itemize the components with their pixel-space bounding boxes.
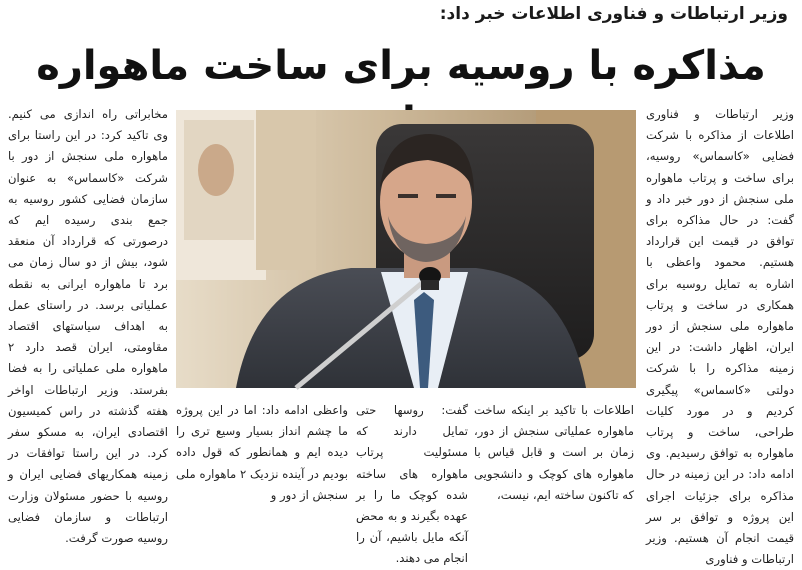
column-text: گفت: روسها حتی تمایل دارند که مسئولیت پرتاب ماهواره های ساخته شده کوچک ما را بر عهده بگیرند و به محض آنکه مایل باشیم، آن را انجام می دهند. <box>356 403 468 566</box>
article-column-left <box>8 104 168 546</box>
article-column-bottom-1 <box>474 400 634 504</box>
minister-portrait-photo <box>176 110 636 388</box>
column-text: واعظی ادامه داد: اما در این پروژه ما چشم انداز بسیار وسیع تری را دیده ایم و همانطور که قول داده بودیم در آینده نزدیک ۲ ماهواره ملی سنجش از دور و <box>176 403 348 502</box>
article-column-right <box>646 104 794 567</box>
article-headline: مذاکره با روسیه برای ساخت ماهواره <box>36 43 766 89</box>
article-photo <box>176 110 636 388</box>
column-text: وزیر ارتباطات و فناوری اطلاعات از مذاکره با شرکت فضایی «کاسماس» روسیه، برای ساخت و پرتاب ماهواره ملی سنجش از دور خبر داد و گفت: در حال مذاکره برای توافق در قیمت این قرارداد هستیم. محمود واعظی با اشاره به تمایل روسیه برای همکاری در ساخت و پرتاب ماهواره ملی سنجش از دور ایران، اظهار داشت: در این زمینه مذاکره را با شرکت دولتی «کاسماس» پیگیری کردیم و در مورد کلیات طراحی، ساخت و پرتاب ماهواره به توافق رسیدیم. وی ادامه داد: در این زمینه در حال مذاکره برای جزئیات اجرای این پروژه و توافق بر سر قیمت انجام آن هستیم. وزیر ارتباطات و فناوری <box>646 107 794 567</box>
article-column-bottom-2 <box>356 400 468 566</box>
article-column-bottom-3 <box>176 400 348 504</box>
column-text: مخابراتی راه اندازی می کنیم. وی تاکید کرد: در این راستا برای ماهواره ملی سنجش از دور با شرکت «کاسماس» به عنوان سازمان فضایی کشور روسیه به جمع بندی رسیده ایم که درصورتی که قرارداد آن منعقد شود، بیش از دو سال زمان می برد تا ماهواره ایرانی به نقطه عملیاتی برسد. در راستای عمل به اهداف سیاستهای اقتصاد مقاومتی، ایران قصد دارد ۲ ماهواره ملی عملیاتی را به فضا بفرستد. وزیر ارتباطات اواخر هفته گذشته در راس کمیسیون اقتصادی ایران، به مسکو سفر کرد. در این راستا توافقات در زمینه همکاریهای فضایی ایران و روسیه با حضور مسئولان وزارت ارتباطات و سازمان فضایی روسیه صورت گرفت. <box>8 107 168 546</box>
column-text: اطلاعات با تاکید بر اینکه ساخت ماهواره عملیاتی سنجش از دور، زمان بر است و قابل قیاس با ماهواره های کوچک و دانشجویی که تاکنون ساخته ایم، نیست، <box>474 403 634 502</box>
article-kicker: وزیر ارتباطات و فناوری اطلاعات خبر داد: <box>439 4 788 24</box>
